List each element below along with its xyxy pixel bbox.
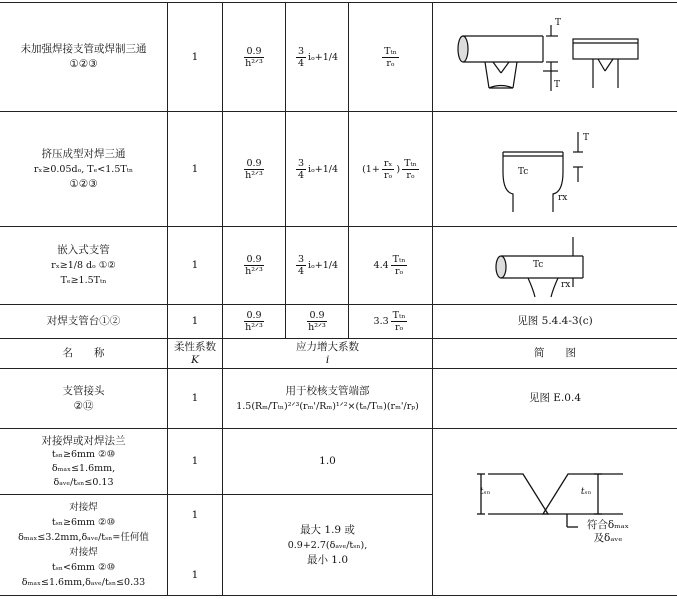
- row1-ii: [349, 3, 432, 111]
- dimension-label: tₛₙ: [580, 486, 592, 497]
- sketch-label-tsn-right: [575, 484, 597, 500]
- i-line: 最大 1.9 或: [300, 523, 355, 536]
- fraction: [402, 158, 419, 181]
- row3-name: [0, 227, 167, 304]
- k-value: 1: [191, 508, 199, 521]
- butt-weld-k1: [168, 495, 222, 535]
- numerator: 3: [298, 254, 305, 265]
- denominator: h²ᐟ³: [245, 322, 263, 333]
- sketch-note: [578, 517, 638, 547]
- numerator: 3: [298, 45, 305, 57]
- row2-io: [286, 112, 348, 226]
- fraction: [391, 254, 408, 277]
- i-note: 用于校核支管端部: [285, 384, 370, 397]
- numerator: 0.9: [246, 45, 262, 57]
- io-term: iₒ+1/4: [308, 51, 338, 63]
- denominator: h²ᐟ³: [308, 322, 326, 333]
- fraction: [243, 46, 265, 69]
- row4-k: [168, 305, 222, 338]
- io-term: iₒ+1/4: [308, 163, 338, 175]
- header-label: 应力增大系数: [296, 340, 359, 353]
- k-value: 1: [191, 392, 199, 404]
- header-i: [223, 339, 432, 368]
- fraction: [306, 310, 328, 333]
- row4-sketch: [433, 305, 677, 338]
- name-line: tₛₙ≥6mm ②⑩: [51, 448, 116, 460]
- numerator: Tₜₙ: [392, 254, 406, 265]
- svg-text:Tc: Tc: [533, 260, 544, 270]
- sketch-inserted-branch: [433, 227, 677, 304]
- header-label: 简 图: [534, 347, 576, 359]
- row2-ii: [349, 112, 432, 226]
- fraction: [296, 158, 306, 181]
- ii-prefix: (1+: [362, 163, 380, 175]
- name-line: ①②③: [69, 58, 98, 70]
- sketch-reference: 见图 5.4.4-3(c): [517, 315, 593, 327]
- row2-h: [223, 112, 285, 226]
- dimension-label: tₛₙ: [479, 486, 491, 497]
- butt-weld-name: [0, 495, 167, 595]
- denominator: rₒ: [394, 266, 404, 277]
- k-value: 1: [191, 259, 199, 271]
- row1-k: [168, 3, 222, 111]
- name-line: ①②③: [69, 177, 98, 190]
- row4-io: [286, 305, 348, 338]
- i-line: 最小 1.0: [306, 553, 349, 566]
- numerator: Tₜₙ: [392, 310, 406, 321]
- name-line: 对焊支管台①②: [46, 315, 121, 327]
- denominator: rₒ: [386, 57, 395, 69]
- name-line: 对接焊: [69, 502, 98, 513]
- k-value: 1: [191, 50, 199, 63]
- name-line: tₛₙ<6mm ②⑩: [51, 562, 116, 573]
- name-line: rₓ≥0.05dₒ, Tₑ<1.5Tₜₙ: [33, 163, 134, 175]
- numerator: 0.9: [309, 310, 325, 321]
- name-line: 嵌入式支管: [57, 244, 110, 256]
- denominator: h²ᐟ³: [245, 57, 263, 69]
- numerator: 0.9: [246, 254, 262, 265]
- i-formula: 1.5(Rₘ/Tₜₙ)²ᐟ³(rₘ'/Rₘ)¹ᐟ²×(tₙ/Tₜₙ)(rₘ'/rₚ): [236, 400, 419, 412]
- butt-weld-k2: [168, 555, 222, 595]
- fraction: [382, 158, 395, 181]
- row3-ii: [349, 227, 432, 304]
- butt-flange-i: [223, 429, 432, 494]
- sketch-reference: 见图 E.0.4: [528, 392, 582, 404]
- denominator: 4: [298, 57, 305, 69]
- name-line: 支管接头: [62, 384, 105, 397]
- name-line: 未加强焊接支管或焊制三通: [20, 43, 147, 55]
- name-line: 挤压成型对焊三通: [41, 147, 126, 160]
- ii-prefix: 4.4: [373, 260, 389, 271]
- svg-text:Tc: Tc: [518, 167, 529, 177]
- name-line: 对接焊: [69, 547, 98, 558]
- fraction: [296, 46, 306, 69]
- sketch-extruded-tee: [433, 112, 677, 226]
- denominator: 4: [298, 169, 305, 181]
- fraction: [243, 310, 265, 333]
- branch-joint-k: [168, 369, 222, 428]
- svg-text:T: T: [555, 18, 562, 28]
- branch-joint-i: [223, 369, 432, 428]
- sketch-label-tsn-left: [474, 484, 496, 500]
- svg-text:T: T: [554, 80, 561, 90]
- branch-joint-name: [0, 369, 167, 428]
- header-label: 柔性系数: [174, 340, 216, 353]
- name-line: 对接焊或对焊法兰: [41, 434, 126, 447]
- ii-paren: ): [396, 163, 401, 175]
- sketch-unreinforced-tee: [433, 3, 677, 111]
- header-k: [168, 339, 222, 368]
- row2-name: [0, 112, 167, 226]
- note-line: 符合δₘₐₓ: [586, 519, 630, 531]
- name-line: rₓ≥1/8 dₒ ①②: [51, 260, 116, 271]
- name-line: δₘₐₓ≤1.6mm,: [51, 462, 116, 474]
- denominator: rₒ: [394, 322, 404, 333]
- ii-prefix: 3.3: [373, 316, 389, 327]
- row1-name: [0, 3, 167, 111]
- i-value: 1.0: [319, 455, 336, 467]
- k-value: 1: [191, 162, 199, 175]
- header-name: [0, 339, 167, 368]
- denominator: 4: [298, 266, 305, 277]
- row4-ii: [349, 305, 432, 338]
- numerator: 0.9: [246, 157, 262, 169]
- svg-text:rx: rx: [561, 280, 571, 290]
- header-symbol: K: [191, 353, 199, 366]
- numerator: Tₜₙ: [404, 157, 417, 169]
- numerator: Tₜₙ: [384, 45, 397, 57]
- denominator: rₒ: [406, 169, 415, 181]
- note-line: 及δₐᵥₑ: [593, 532, 623, 544]
- row3-k: [168, 227, 222, 304]
- numerator: 3: [298, 157, 305, 169]
- k-value: 1: [191, 455, 199, 467]
- fraction: [296, 254, 306, 277]
- name-line: ②⑫: [73, 399, 94, 412]
- butt-flange-name: [0, 429, 167, 494]
- row4-h: [223, 305, 285, 338]
- numerator: 0.9: [246, 310, 262, 321]
- butt-weld-i: [223, 495, 432, 595]
- rule: [0, 595, 677, 596]
- row3-h: [223, 227, 285, 304]
- header-sketch: [433, 339, 677, 368]
- name-line: Tₑ≥1.5Tₜₙ: [60, 275, 107, 286]
- row4-name: [0, 305, 167, 338]
- i-line: 0.9+2.7(δₐᵥₑ/tₛₙ),: [287, 539, 368, 551]
- header-label: 名 称: [62, 347, 105, 359]
- svg-text:rx: rx: [558, 193, 568, 203]
- denominator: h²ᐟ³: [245, 266, 263, 277]
- denominator: rₒ: [384, 169, 393, 181]
- name-line: tₛₙ≥6mm ②⑩: [51, 517, 116, 528]
- k-value: 1: [191, 315, 199, 327]
- butt-flange-k: [168, 429, 222, 494]
- fraction: [391, 310, 408, 333]
- denominator: h²ᐟ³: [245, 169, 263, 181]
- row1-h: [223, 3, 285, 111]
- row3-io: [286, 227, 348, 304]
- numerator: rₓ: [383, 157, 393, 169]
- fraction: [382, 46, 399, 69]
- row2-k: [168, 112, 222, 226]
- sketch-butt-weld: [433, 429, 677, 595]
- fraction: [243, 158, 265, 181]
- svg-text:T: T: [583, 133, 590, 143]
- io-term: iₒ+1/4: [308, 260, 338, 271]
- name-line: δₐᵥₑ/tₛₙ≤0.13: [53, 476, 114, 488]
- k-value: 1: [191, 568, 199, 581]
- name-line: δₘₐₓ≤3.2mm,δₐᵥₑ/tₛₙ=任何值: [18, 532, 149, 543]
- name-line: δₘₐₓ≤1.6mm,δₐᵥₑ/tₛₙ≤0.33: [21, 577, 146, 588]
- row1-io: [286, 3, 348, 111]
- header-symbol: i: [325, 353, 330, 366]
- branch-joint-sketch: [433, 369, 677, 428]
- fraction: [243, 254, 265, 277]
